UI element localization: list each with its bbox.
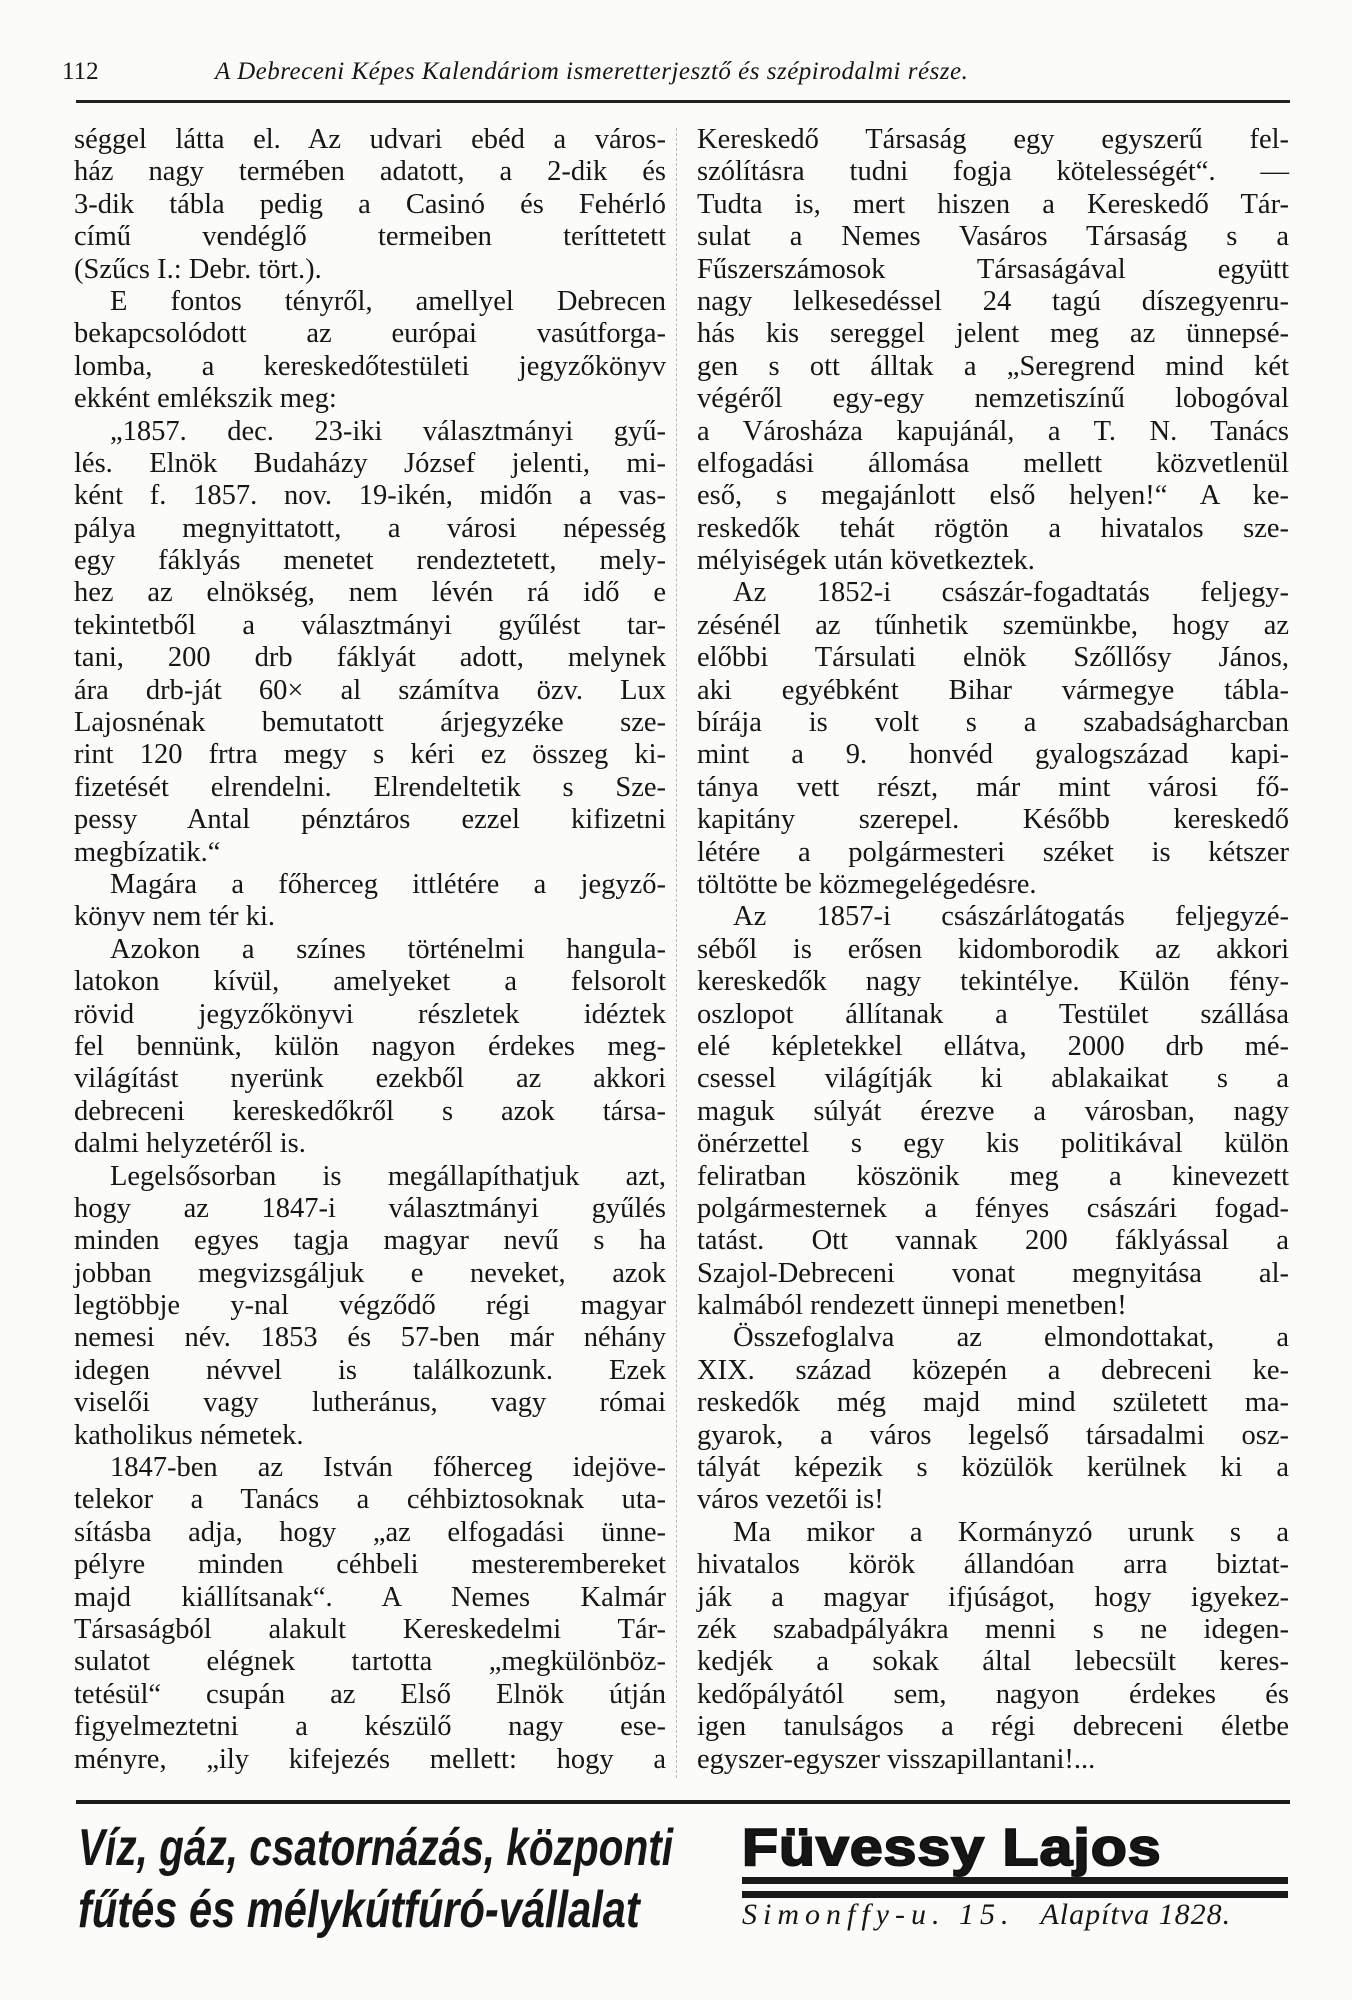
text-line: fizetését elrendelni. Elrendeltetik s Sze- (74, 771, 666, 803)
text-line: könyv nem tér ki. (74, 901, 276, 933)
text-line: sulat a Nemes Vasáros Társaság s a (697, 221, 1289, 253)
ad-founded: Alapítva 1828. (1040, 1898, 1232, 1931)
text-line: polgármesternek a fényes császári fogad- (697, 1192, 1289, 1224)
text-line: ára drb-ját 60× al számítva özv. Lux (74, 674, 666, 706)
text-line: elé képletekkel ellátva, 2000 drb mé- (697, 1030, 1289, 1062)
ad-rule-upper (742, 1877, 1288, 1884)
text-line: ményre, „ily kifejezés mellett: hogy a (74, 1743, 666, 1775)
text-line: viselői vagy lutheránus, vagy római (74, 1387, 666, 1419)
text-line: hivatalos körök állandóan arra biztat- (697, 1549, 1289, 1581)
text-line: maguk súlyát érezve a városban, nagy (697, 1095, 1289, 1127)
text-line: Társaságból alakult Kereskedelmi Tár- (74, 1613, 666, 1645)
ad-address: Simonffy-u. 15. (742, 1898, 1015, 1931)
text-line: rint 120 frtra megy s kéri ez összeg ki- (74, 739, 666, 771)
text-line: eső, s megajánlott első helyen!“ A ke- (697, 480, 1289, 512)
running-title: A Debreceni Képes Kalendáriom ismeretterjesztő és szépirodalmi része. (215, 58, 969, 85)
text-line: lomba, a kereskedőtestületi jegyzőkönyv (74, 350, 666, 382)
text-line: kapitány szerepel. Később kereskedő (697, 804, 1289, 836)
text-line: XIX. század közepén a debreceni ke- (697, 1354, 1289, 1386)
text-line: Az 1852-i császár-fogadtatás feljegy- (733, 577, 1289, 609)
ad-address-line (742, 1898, 1231, 1932)
text-line: egy fáklyás menetet rendeztetett, mely- (74, 545, 666, 577)
text-line: ház nagy termében adatott, a 2-dik és (74, 156, 666, 188)
text-line: elfogadási állomása mellett közvetlenül (697, 447, 1289, 479)
text-line: Összefoglalva az elmondottakat, a (733, 1322, 1289, 1354)
text-line: sításba adja, hogy „az elfogadási ünne- (74, 1516, 666, 1548)
text-line: gyarok, a város legelső társadalmi osz- (697, 1419, 1289, 1451)
text-line: előbbi Társulati elnök Szőllősy János, (697, 642, 1289, 674)
text-line: létére a polgármesteri széket is kétszer (697, 836, 1289, 868)
text-line: bekapcsolódott az európai vasútforga- (74, 318, 666, 350)
text-line: szólításra tudni fogja kötelességét“. — (697, 156, 1289, 188)
text-line: reskedők még majd mind született ma- (697, 1387, 1289, 1419)
text-line: tályát képezik s közülök kerülnek ki a (697, 1452, 1289, 1484)
right-column (697, 124, 1289, 1776)
text-line: hás kis sereggel jelent meg az ünnepsé- (697, 318, 1289, 350)
text-line: igen tanulságos a régi debreceni életbe (697, 1711, 1289, 1743)
text-line: Kereskedő Társaság egy egyszerű fel- (697, 124, 1289, 155)
ad-rule-lower (742, 1891, 1288, 1898)
text-line: „1857. dec. 23-iki választmányi gyű- (110, 415, 666, 447)
text-line: Lajosnénak bemutatott árjegyzéke sze- (74, 707, 666, 739)
text-line: tatást. Ott vannak 200 fáklyással a (697, 1225, 1289, 1257)
text-line: kereskedők nagy tekintélye. Külön fény- (697, 966, 1289, 998)
text-line: tánya vett részt, már mint városi fő- (697, 771, 1289, 803)
text-line: a Városháza kapujánál, a T. N. Tanács (697, 415, 1289, 447)
column-divider (676, 128, 677, 1778)
text-line: Ma mikor a Kormányzó urunk s a (733, 1516, 1289, 1548)
text-line: című vendéglő termeiben teríttetett (74, 221, 666, 253)
text-line: lés. Elnök Budaházy József jelenti, mi- (74, 447, 666, 479)
text-line: séggel látta el. Az udvari ebéd a város- (74, 124, 666, 155)
text-line: Szajol-Debreceni vonat megnyitása al- (697, 1257, 1289, 1289)
text-line: pálya megnyittatott, a városi népesség (74, 512, 666, 544)
text-line: egyszer-egyszer visszapillantani!... (697, 1743, 1096, 1775)
text-line: Magára a főherceg ittlétére a jegyző- (110, 868, 666, 900)
text-line: zék szabadpályákra menni s ne idegen- (697, 1613, 1289, 1645)
text-line: pessy Antal pénztáros ezzel kifizetni (74, 804, 666, 836)
left-column (74, 124, 666, 1776)
text-line: töltötte be közmegelégedésre. (697, 868, 1037, 900)
text-line: ként f. 1857. nov. 19-ikén, midőn a vas- (74, 480, 666, 512)
text-line: bírája is volt s a szabadságharcban (697, 707, 1289, 739)
text-line: telekor a Tanács a céhbiztosoknak uta- (74, 1484, 666, 1516)
text-line: legtöbbje y-nal végződő régi magyar (74, 1290, 666, 1322)
header-rule (76, 100, 1290, 103)
text-line: sulatot elégnek tartotta „megkülönböz- (74, 1646, 666, 1678)
text-line: hez az elnökség, nem lévén rá idő e (74, 577, 666, 609)
ad-company-name: Füvessy Lajos (742, 1819, 1162, 1877)
text-line: latokon kívül, amelyeket a felsorolt (74, 966, 666, 998)
text-line: hogy az 1847-i választmányi gyűlés (74, 1192, 666, 1224)
text-line: tani, 200 drb fáklyát adott, melynek (74, 642, 666, 674)
text-line: ekként emlékszik meg: (74, 383, 337, 415)
text-line: tetésül“ csupán az Első Elnök útján (74, 1678, 666, 1710)
text-line: önérzettel s egy kis politikával külön (697, 1128, 1289, 1160)
page-number: 112 (62, 58, 99, 85)
text-line: pélyre minden céhbeli mesterembereket (74, 1549, 666, 1581)
text-line: tekintetből a választmányi gyűlést tar- (74, 609, 666, 641)
text-line: Fűszerszámosok Társaságával együtt (697, 253, 1289, 285)
text-line: (Szűcs I.: Debr. tört.). (74, 253, 322, 285)
text-line: csessel világítják ki ablakaikat s a (697, 1063, 1289, 1095)
text-line: debreceni kereskedőkről s azok társa- (74, 1095, 666, 1127)
text-line: Tudta is, mert hiszen a Kereskedő Tár- (697, 188, 1289, 220)
text-line: figyelmeztetni a készülő nagy ese- (74, 1711, 666, 1743)
text-line: katholikus németek. (74, 1419, 304, 1451)
text-line: ják a magyar ifjúságot, hogy igyekez- (697, 1581, 1289, 1613)
text-line: kedjék a sokak által lebecsült keres- (697, 1646, 1289, 1678)
text-line: E fontos tényről, amellyel Debrecen (110, 285, 666, 317)
text-line: nemesi név. 1853 és 57-ben már néhány (74, 1322, 666, 1354)
text-line: mélyiségek után következtek. (697, 545, 1035, 577)
text-line: kalmából rendezett ünnepi menetben! (697, 1290, 1127, 1322)
text-line: fel bennünk, külön nagyon érdekes meg- (74, 1030, 666, 1062)
text-line: város vezetői is! (697, 1484, 884, 1516)
text-line: zésénél az tűnhetik szemünkbe, hogy az (697, 609, 1289, 641)
ad-services-line-2: fűtés és mélykútfúró-vállalat (78, 1881, 640, 1939)
text-line: kedőpályától sem, nagyon érdekes és (697, 1678, 1289, 1710)
text-line: mint a 9. honvéd gyalogszázad kapi- (697, 739, 1289, 771)
text-line: megbízatik.“ (74, 836, 221, 868)
text-line: idegen névvel is találkozunk. Ezek (74, 1354, 666, 1386)
running-header (62, 58, 1292, 94)
text-line: világítást nyerünk ezekből az akkori (74, 1063, 666, 1095)
text-line: 1847-ben az István főherceg idejöve- (110, 1452, 666, 1484)
text-line: oszlopot állítanak a Testület szállása (697, 998, 1289, 1030)
text-line: 3-dik tábla pedig a Casinó és Fehérló (74, 188, 666, 220)
text-line: jobban megvizsgáljuk e neveket, azok (74, 1257, 666, 1289)
text-line: végéről egy-egy nemzetiszínű lobogóval (697, 383, 1289, 415)
text-line: Azokon a színes történelmi hangula- (110, 933, 666, 965)
text-line: Az 1857-i császárlátogatás feljegyzé- (733, 901, 1289, 933)
text-line: feliratban köszönik meg a kinevezett (697, 1160, 1289, 1192)
text-line: nagy lelkesedéssel 24 tagú díszegyenru- (697, 285, 1289, 317)
text-line: aki egyébként Bihar vármegye tábla- (697, 674, 1289, 706)
text-line: majd kiállítsanak“. A Nemes Kalmár (74, 1581, 666, 1613)
text-line: rövid jegyzőkönyvi részletek idéztek (74, 998, 666, 1030)
text-line: dalmi helyzetéről is. (74, 1128, 306, 1160)
text-line: reskedők tehát rögtön a hivatalos sze- (697, 512, 1289, 544)
text-line: gen s ott álltak a „Seregrend mind két (697, 350, 1289, 382)
text-line: séből is erősen kidomborodik az akkori (697, 933, 1289, 965)
advertisement-rule (76, 1800, 1290, 1804)
text-line: Legelsősorban is megállapíthatjuk azt, (110, 1160, 666, 1192)
ad-services-line-1: Víz, gáz, csatornázás, központi (78, 1819, 674, 1877)
text-line: minden egyes tagja magyar nevű s ha (74, 1225, 666, 1257)
